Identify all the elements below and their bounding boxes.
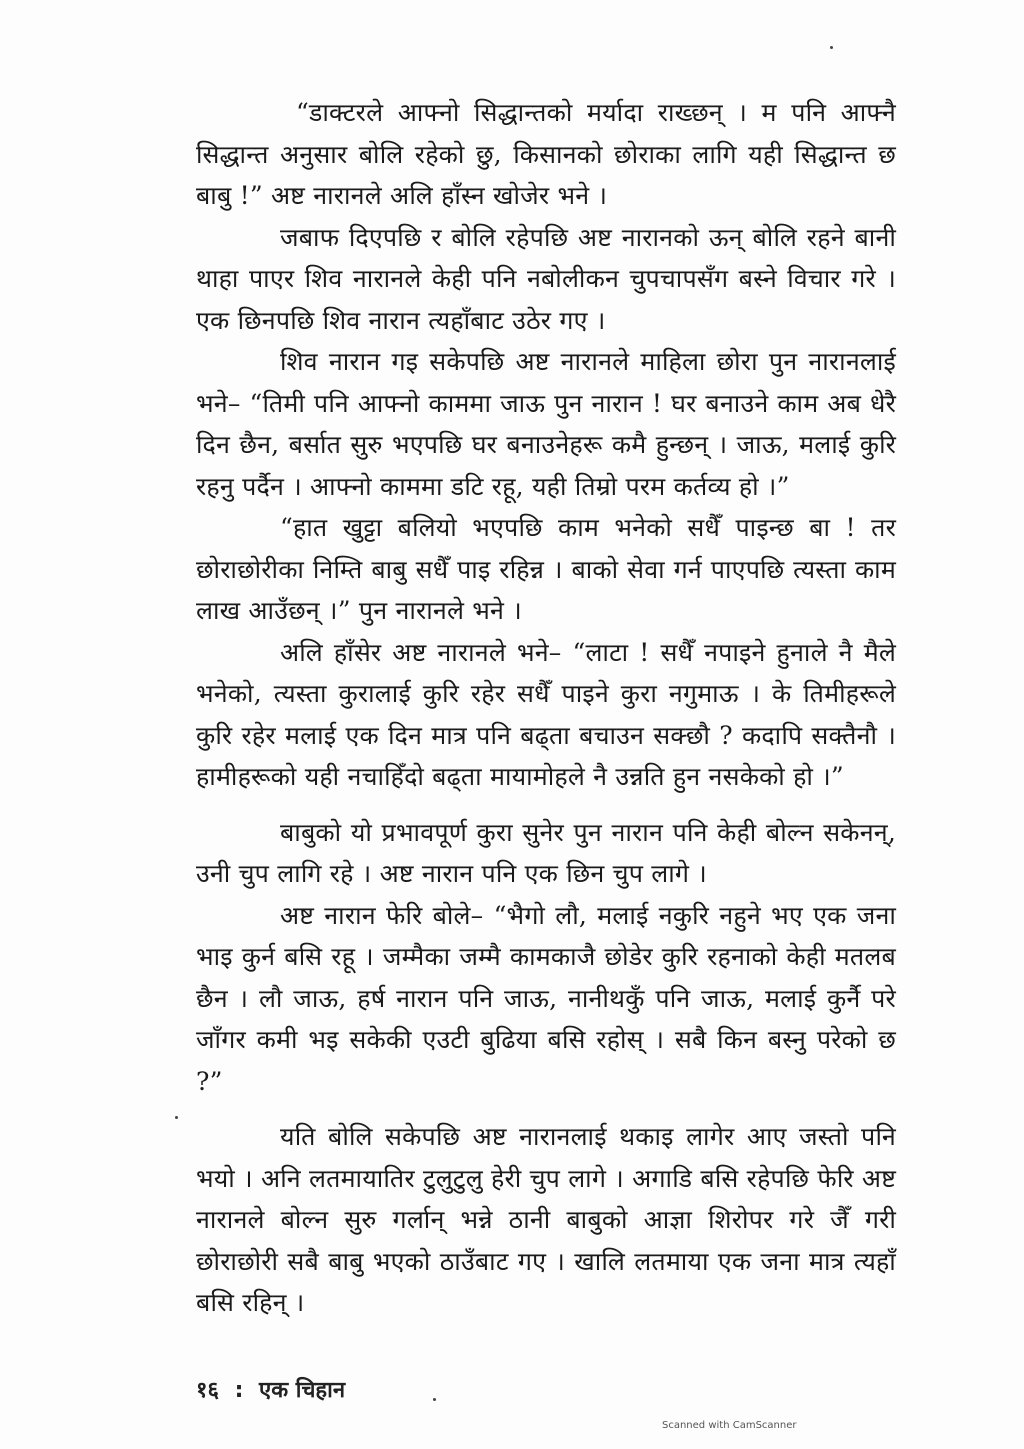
scan-speck bbox=[433, 1398, 436, 1401]
page-number: १६ bbox=[196, 1378, 219, 1403]
scanner-watermark: Scanned with CamScanner bbox=[662, 1420, 797, 1431]
scan-speck bbox=[830, 46, 833, 49]
book-title: एक चिहान bbox=[259, 1378, 346, 1403]
paragraph: यति बोलि सकेपछि अष्ट नारानलाई थकाइ लागेर आए जस्तो पनि भयो । अनि लतमायातिर टुलुटुलु हेरी चुप लागे । अगाडि बसि रहेपछि फेरि अष्ट नारानले बोल्न सुरु गर्लान् भन्ने ठानी बाबुको आज्ञा शिरोपर गरे जैँ गरी छोराछोरी सबै बाबु भएको ठाउँबाट गए । खालि लतमाया एक जना मात्र त्यहाँ बसि रहिन् । bbox=[196, 1122, 896, 1317]
scan-speck bbox=[175, 1116, 178, 1119]
paragraph: अष्ट नारान फेरि बोले– “भैगो लौ, मलाई नकुरि नहुने भए एक जना भाइ कुर्न बसि रहू । जम्मैका जम्मै कामकाजै छोडेर कुरि रहनाको केही मतलब छैन । लौ जाऊ, हर्ष नारान पनि जाऊ, नानीथकुँ पनि जाऊ, मलाई कुर्नै परे जाँगर कमी भइ सकेकी एउटी बुढिया बसि रहोस् । सबै किन बस्नु परेको छ ?” bbox=[196, 900, 896, 1096]
paragraph: अलि हाँसेर अष्ट नारानले भने– “लाटा ! सधैँ नपाइने हुनाले नै मैले भनेको, त्यस्ता कुरालाई कुरि रहेर सधैँ पाइने कुरा नगुमाऊ । के तिमीहरूले कुरि रहेर मलाई एक दिन मात्र पनि बढ्ता बचाउन सक्छौ ? कदापि सक्तैनौ । हामीहरूको यही नचाहिँदो बढ्ता मायामोहले नै उन्नति हुन नसकेको हो ।” bbox=[196, 637, 896, 791]
footer-separator: : bbox=[234, 1378, 244, 1403]
paragraph: “हात खुट्टा बलियो भएपछि काम भनेको सधैँ पाइन्छ बा ! तर छोराछोरीका निम्ति बाबु सधैँ पाइ रहिन्न । बाको सेवा गर्न पाएपछि त्यस्ता काम लाख आउँछन् ।” पुन नारानले भने । bbox=[196, 513, 896, 625]
body-text bbox=[196, 92, 896, 1324]
page-footer bbox=[196, 1374, 345, 1404]
paragraph: “डाक्टरले आफ्नो सिद्धान्तको मर्यादा राख्छन् । म पनि आफ्नै सिद्धान्त अनुसार बोलि रहेको छु, किसानको छोराका लागि यही सिद्धान्त छ बाबु !” अष्ट नारानले अलि हाँस्न खोजेर भने । bbox=[196, 98, 896, 210]
paragraph: बाबुको यो प्रभावपूर्ण कुरा सुनेर पुन नारान पनि केही बोल्न सकेनन्, उनी चुप लागि रहे । अष्ट नारान पनि एक छिन चुप लागे । bbox=[196, 817, 896, 888]
paragraph: शिव नारान गइ सकेपछि अष्ट नारानले माहिला छोरा पुन नारानलाई भने– “तिमी पनि आफ्नो काममा जाऊ पुन नारान ! घर बनाउने काम अब धेरै दिन छैन, बर्सात सुरु भएपछि घर बनाउनेहरू कमै हुन्छन् । जाऊ, मलाई कुरि रहनु पर्दैन । आफ्नो काममा डटि रहू, यही तिम्रो परम कर्तव्य हो ।” bbox=[196, 347, 896, 501]
paragraph: जबाफ दिएपछि र बोलि रहेपछि अष्ट नारानको ऊन् बोलि रहने बानी थाहा पाएर शिव नारानले केही पनि नबोलीकन चुपचापसँग बस्ने विचार गरे । एक छिनपछि शिव नारान त्यहाँबाट उठेर गए । bbox=[196, 222, 896, 335]
